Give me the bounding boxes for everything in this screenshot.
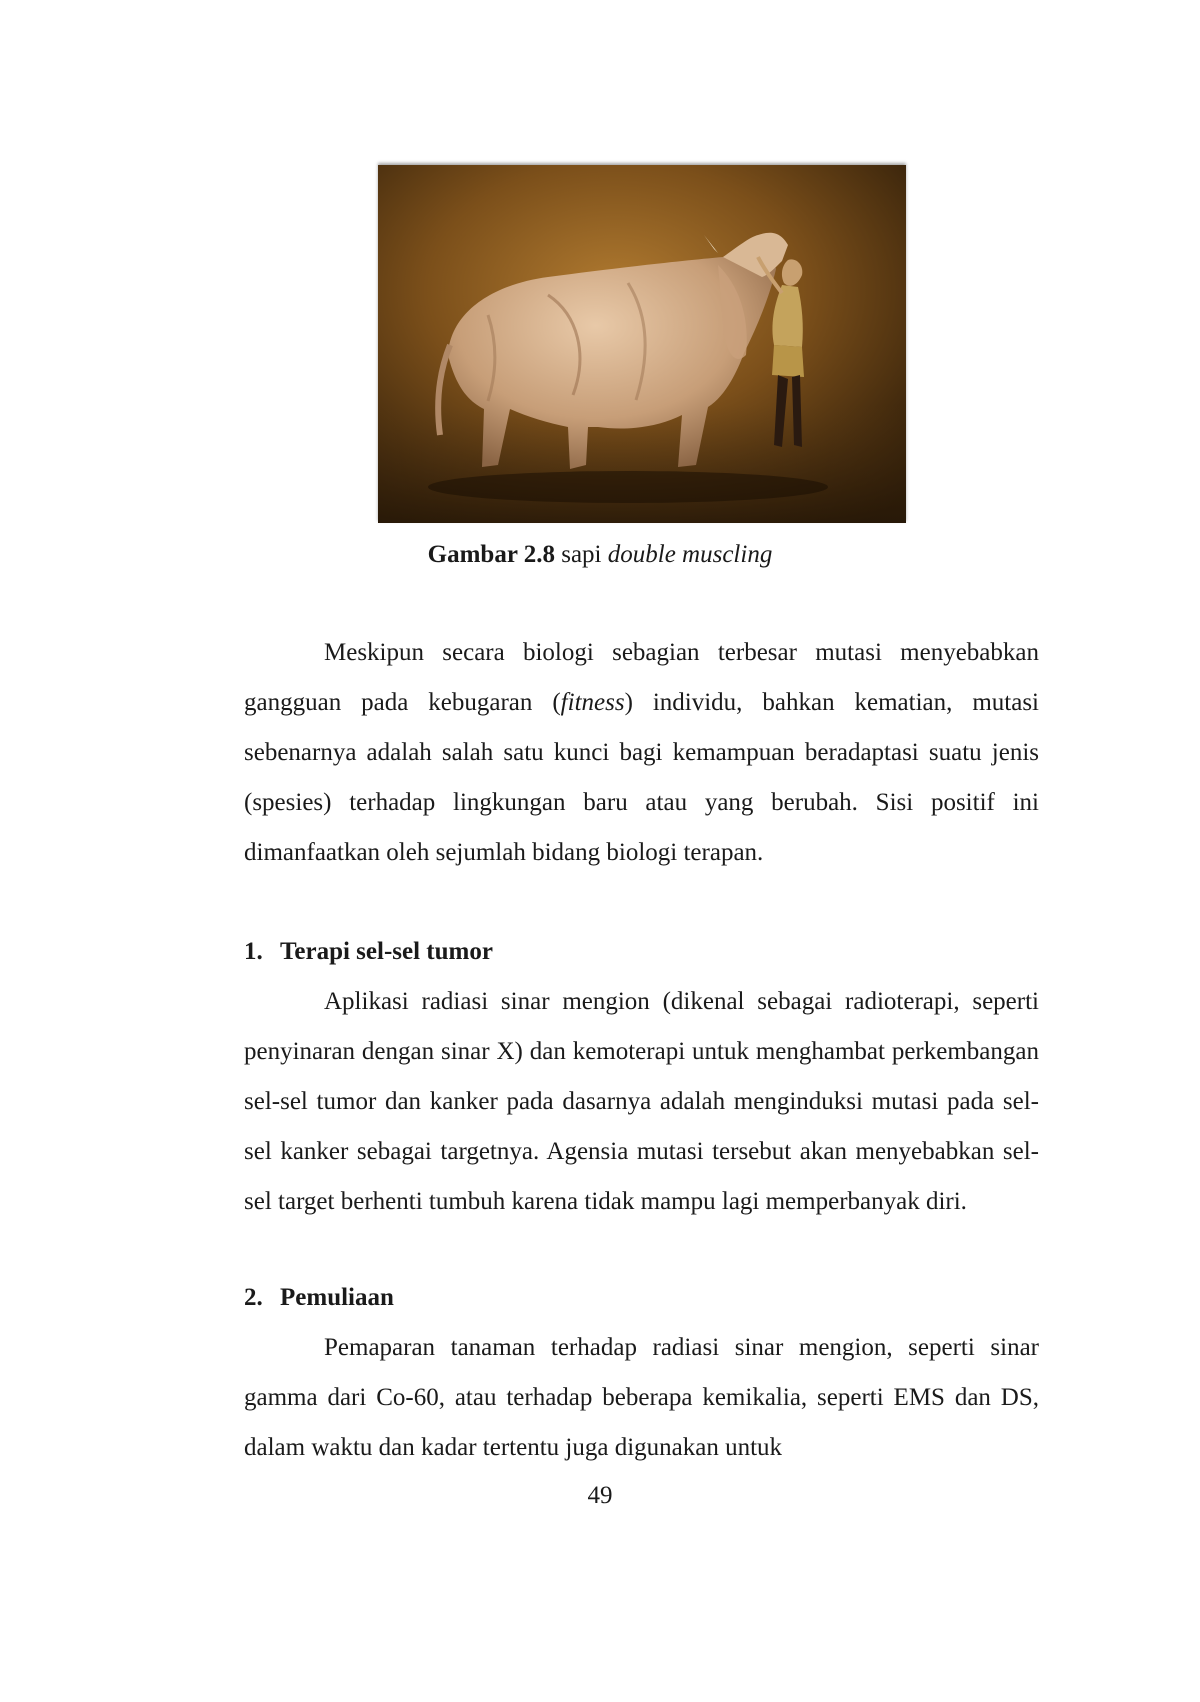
section-title-1: Terapi sel-sel tumor bbox=[280, 938, 493, 965]
section-paragraph-1: Aplikasi radiasi sinar mengion (dikenal sebagai radioterapi, seperti penyinaran dengan sinar X) dan kemoterapi untuk menghambat perkembangan sel-sel tumor dan kanker pada dasarnya adalah menginduksi mutasi pada sel-sel kanker sebagai targetnya. Agensia mutasi tersebut akan menyebabkan sel-sel target berhenti tumbuh karena tidak mampu lagi memperbanyak diri. bbox=[244, 988, 1039, 1215]
section-title-2: Pemuliaan bbox=[280, 1284, 394, 1311]
section-heading-1 bbox=[244, 934, 493, 970]
bull-illustration bbox=[378, 165, 906, 523]
figure-caption bbox=[0, 537, 1200, 573]
section-paragraph-2: Pemaparan tanaman terhadap radiasi sinar mengion, seperti sinar gamma dari Co-60, atau terhadap beberapa kemikalia, seperti EMS dan DS, dalam waktu dan kadar tertentu juga digunakan untuk bbox=[244, 1334, 1039, 1461]
figure-label: Gambar 2.8 bbox=[427, 541, 555, 568]
section-number-1: 1. bbox=[244, 938, 263, 965]
section-number-2: 2. bbox=[244, 1284, 263, 1311]
page-number: 49 bbox=[587, 1482, 613, 1509]
intro-italic-term: fitness bbox=[560, 689, 625, 716]
figure-caption-italic: double muscling bbox=[607, 541, 773, 568]
intro-text-start: Meskipun secara biologi sebagian terbesar mutasi menyebabkan gangguan pada kebugaran ( bbox=[244, 639, 1039, 716]
figure-caption-text: sapi bbox=[554, 541, 608, 568]
bull-photo bbox=[378, 165, 906, 523]
intro-text-end: ) individu, bahkan kematian, mutasi sebenarnya adalah salah satu kunci bagi kemampuan beradaptasi suatu jenis (spesies) terhadap lingkungan baru atau yang berubah. Sisi positif ini dimanfaatkan oleh sejumlah bidang biologi terapan. bbox=[244, 689, 1039, 866]
section-heading-2 bbox=[244, 1280, 394, 1316]
intro-paragraph bbox=[244, 628, 1039, 878]
